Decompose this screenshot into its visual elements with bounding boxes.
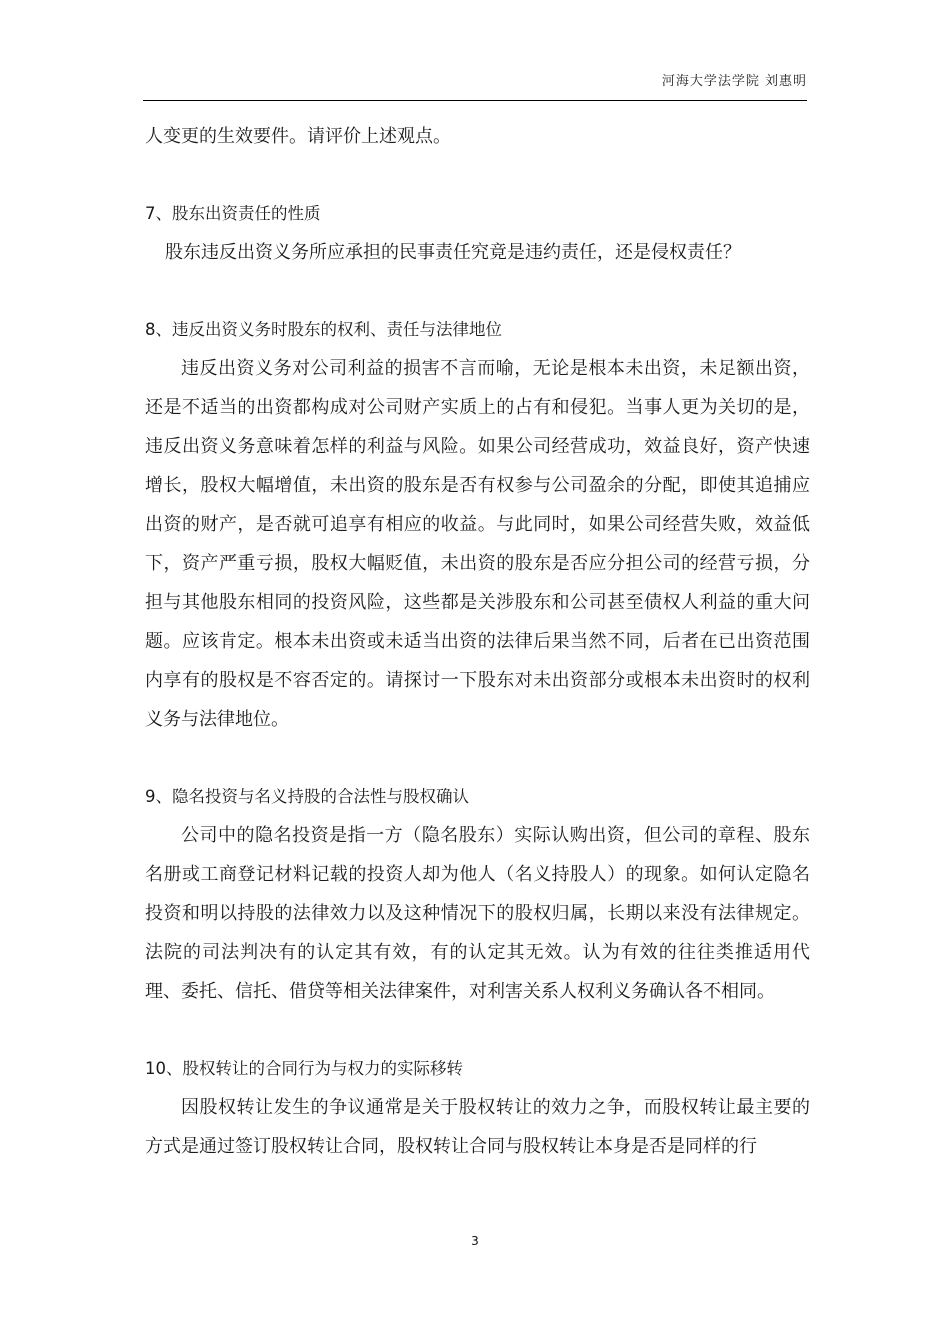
section-gap (145, 156, 810, 194)
section-10-text: 因股权转让发生的争议通常是关于股权转让的效力之争，而股权转让最主要的方式是通过签订股权转让合同，股权转让合同与股权转让本身是否是同样的行 (145, 1097, 810, 1157)
intro-fragment: 人变更的生效要件。请评价上述观点。 (145, 126, 451, 147)
section-8-heading: 8、违反出资义务时股东的权利、责任与法律地位 (145, 320, 502, 339)
section-gap (145, 739, 810, 777)
section-9-text: 公司中的隐名投资是指一方（隐名股东）实际认购出资，但公司的章程、股东名册或工商登记材料记载的投资人却为他人（名义持股人）的现象。如何认定隐名投资和明以持股的法律效力以及这种情况下的股权归属，长期以来没有法律规定。法院的司法判决有的认定其有效，有的认定其无效。认为有效的往往类推适用代理、委托、信托、借贷等相关法律案件，对利害关系人权利义务确认各不相同。 (145, 825, 810, 1002)
section-gap (145, 1011, 810, 1049)
header-text: 河海大学法学院 刘惠明 (661, 74, 807, 89)
section-8-text: 违反出资义务对公司利益的损害不言而喻，无论是根本未出资，未足额出资，还是不适当的出资都构成对公司财产实质上的占有和侵犯。当事人更为关切的是，违反出资义务意味着怎样的利益与风险。如果公司经营成功，效益良好，资产快速增长，股权大幅增值，未出资的股东是否有权参与公司盈余的分配，即使其追捕应出资的财产，是否就可追享有相应的收益。与此同时，如果公司经营失败，效益低下，资产严重亏损，股权大幅贬值，未出资的股东是否应分担公司的经营亏损，分担与其他股东相同的投资风险，这些都是关涉股东和公司甚至债权人利益的重大问题。应该肯定。根本未出资或未适当出资的法律后果当然不同，后者在已出资范围内享有的股权是不容否定的。请探讨一下股东对未出资部分或根本未出资时的权利义务与法律地位。 (145, 358, 810, 730)
document-body (145, 117, 810, 1166)
section-10-heading: 10、股权转让的合同行为与权力的实际移转 (145, 1059, 463, 1078)
page-number: 3 (471, 1234, 479, 1248)
page-header (143, 70, 807, 101)
section-9-heading: 9、隐名投资与名义持股的合法性与股权确认 (145, 787, 469, 806)
section-gap (145, 272, 810, 310)
section-7-text: 股东违反出资义务所应承担的民事责任究竟是违约责任，还是侵权责任？ (165, 242, 741, 263)
section-7-heading: 7、股东出资责任的性质 (145, 204, 321, 223)
